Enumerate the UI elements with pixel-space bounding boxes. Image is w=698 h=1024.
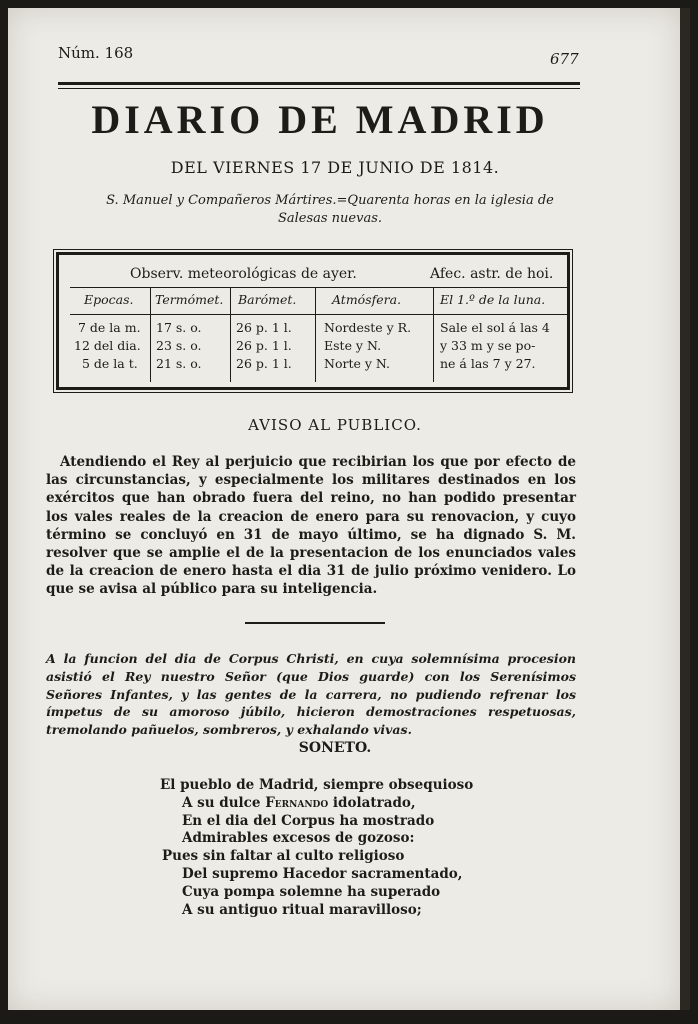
column-header-atmosfera: Atmósfera.	[332, 292, 402, 307]
dateline: DEL VIERNES 17 DE JUNIO DE 1814.	[170, 158, 500, 177]
table-divider	[150, 288, 151, 382]
saints-of-day: S. Manuel y Compañeros Mártires.=Quarenta horas en la iglesia de Salesas nuevas.	[106, 193, 554, 226]
soneto-poem	[160, 777, 600, 919]
aviso-heading: AVISO AL PUBLICO.	[248, 416, 422, 434]
table-cell: 26 p. 1 l.	[236, 356, 292, 371]
column-header-epocas: Epocas.	[84, 292, 134, 307]
issue-number: Núm. 168	[58, 44, 134, 62]
column-header-termometro: Termómet.	[155, 292, 224, 307]
masthead-title: DIARIO DE MADRID	[91, 97, 549, 142]
column-header-barometro: Barómet.	[238, 292, 297, 307]
astro-table-title: Afec. astr. de hoi.	[430, 266, 554, 282]
table-divider	[433, 288, 434, 382]
table-cell: 12 del dia.	[74, 338, 141, 353]
table-cell: Este y N.	[324, 338, 382, 353]
poem-line: Pues sin faltar al culto religioso	[162, 848, 405, 865]
header-rule-thin	[58, 88, 580, 89]
table-cell: 17 s. o.	[156, 320, 202, 335]
poem-line: Cuya pompa solemne ha superado	[182, 883, 441, 900]
table-rule	[70, 314, 570, 315]
table-divider	[230, 288, 231, 382]
poem-line-start: A su dulce	[182, 794, 266, 811]
page-number: 677	[550, 50, 579, 68]
page-edge	[680, 8, 690, 1010]
soneto-heading: SONETO.	[298, 740, 372, 756]
table-rule	[70, 287, 570, 288]
section-separator	[245, 622, 385, 624]
poem-line: Del supremo Hacedor sacramentado,	[182, 865, 463, 882]
poem-line: En el dia del Corpus ha mostrado	[182, 812, 435, 829]
table-cell: 26 p. 1 l.	[236, 338, 292, 353]
astro-line: Sale el sol á las 4	[440, 320, 550, 335]
poem-line-end: idolatrado,	[328, 794, 416, 811]
poem-line: El pueblo de Madrid, siempre obsequioso	[160, 777, 474, 793]
header-rule	[58, 82, 580, 85]
table-cell: 23 s. o.	[156, 338, 202, 353]
weather-table-title: Observ. meteorológicas de ayer.	[130, 266, 357, 282]
poem-king-name: Fernando	[265, 794, 329, 811]
table-cell: 7 de la m.	[78, 320, 141, 335]
poem-line: A su antiguo ritual maravilloso;	[182, 901, 422, 918]
table-divider	[315, 288, 316, 382]
table-cell: Norte y N.	[324, 356, 390, 371]
aviso-paragraph: Atendiendo el Rey al perjuicio que recibirian los que por efecto de las circunstancias, y especialmente los militares destinados en los exércitos que han obrado fuera del reino, no han podido presentar los vales reales de la creacion de enero para su renovacion, y cuyo término se concluyó en 31 de mayo último, se ha dignado S. M. resolver que se amplie el de la presentacion de los enunciados vales de la creacion de enero hasta el dia 31 de julio próximo venidero. Lo que se avisa al público para su inteligencia.	[46, 454, 576, 598]
table-cell: Nordeste y R.	[324, 320, 412, 335]
column-header-luna: El 1.º de la luna.	[440, 292, 546, 307]
table-cell: 5 de la t.	[82, 356, 138, 371]
table-cell: 21 s. o.	[156, 356, 202, 371]
poem-line	[160, 795, 600, 813]
astro-line: ne á las 7 y 27.	[440, 356, 536, 371]
corpus-paragraph: A la funcion del dia de Corpus Christi, en cuya solemnísima procesion asistió el Rey nuestro Señor (que Dios guarde) con los Serenísimos Señores Infantes, y las gentes de la carrera, no pudiendo refrenar los ímpetus de su amoroso júbilo, hicieron demostraciones respetuosas, tremolando pañuelos, sombreros, y exhalando vivas.	[46, 651, 576, 738]
table-cell: 26 p. 1 l.	[236, 320, 292, 335]
astro-line: y 33 m y se po-	[440, 338, 536, 353]
poem-line: Admirables excesos de gozoso:	[182, 830, 415, 847]
